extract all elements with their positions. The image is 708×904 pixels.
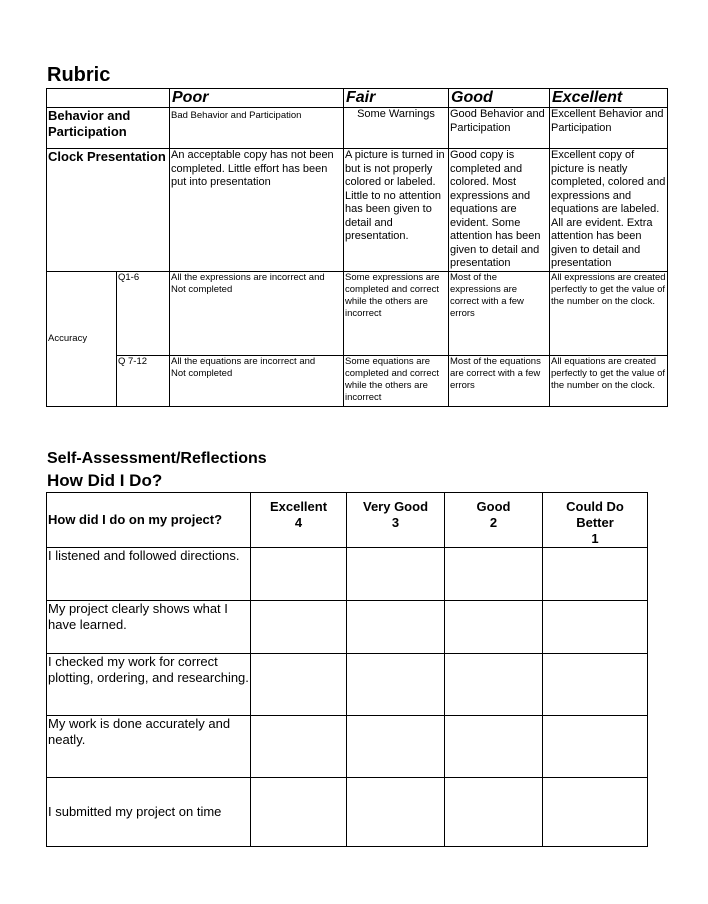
rating-cell[interactable] xyxy=(347,601,445,654)
statement-checked-work: I checked my work for correct plotting, ordering, and researching. xyxy=(47,654,251,716)
criterion-clock: Clock Presentation xyxy=(47,149,170,272)
level-fair: Fair xyxy=(344,89,449,108)
clock-poor: An acceptable copy has not been completed. Little effort has been put into presentation xyxy=(170,149,344,272)
accuracy-q2-poor-line2: Not completed xyxy=(171,367,233,379)
rating-cell[interactable] xyxy=(347,548,445,601)
accuracy-q2-excellent: All equations are created perfectly to get the value of the number on the clock. xyxy=(550,355,668,406)
rating-cell[interactable] xyxy=(445,548,543,601)
column-could-do-better xyxy=(543,493,648,548)
accuracy-q1-poor-line2: Not completed xyxy=(171,283,233,295)
accuracy-q1-poor xyxy=(170,271,344,355)
level-poor: Poor xyxy=(170,89,344,108)
clock-excellent: Excellent copy of picture is neatly completed, colored and expressions and equations are labeled. All are evident. Extra attention has been given to detail and presentation xyxy=(550,149,668,272)
rating-cell[interactable] xyxy=(543,601,648,654)
rating-cell[interactable] xyxy=(445,716,543,778)
assessment-row xyxy=(47,778,648,847)
column-very-good-label: Very Good xyxy=(362,499,429,514)
column-excellent-score: 4 xyxy=(294,515,303,530)
column-good-label: Good xyxy=(476,499,511,514)
level-good: Good xyxy=(449,89,550,108)
rating-cell[interactable] xyxy=(543,716,648,778)
statement-on-time: I submitted my project on time xyxy=(47,778,251,847)
accuracy-q2-poor xyxy=(170,355,344,406)
self-assessment-heading: Self-Assessment/Reflections xyxy=(47,450,267,467)
column-very-good-score: 3 xyxy=(391,515,400,530)
accuracy-q1-fair: Some expressions are completed and correct while the others are incorrect xyxy=(344,271,449,355)
statement-learned: My project clearly shows what I have learned. xyxy=(47,601,251,654)
statement-accurate-neat: My work is done accurately and neatly. xyxy=(47,716,251,778)
column-could-do-better-score: 1 xyxy=(591,531,599,546)
self-assessment-table xyxy=(46,492,648,847)
rating-cell[interactable] xyxy=(445,601,543,654)
clock-fair: A picture is turned in but is not properly colored or labeled. Little to no attention has been given to detail and presentation. xyxy=(344,149,449,272)
rating-cell[interactable] xyxy=(543,778,648,847)
accuracy-q1-good: Most of the expressions are correct with a few errors xyxy=(449,271,550,355)
criterion-behavior: Behavior and Participation xyxy=(47,108,170,149)
rubric-row-accuracy-q1 xyxy=(47,271,668,355)
rubric-row-behavior xyxy=(47,108,668,149)
behavior-poor: Bad Behavior and Participation xyxy=(170,108,344,149)
criterion-accuracy: Accuracy xyxy=(47,271,117,406)
rating-cell[interactable] xyxy=(347,778,445,847)
rating-cell[interactable] xyxy=(251,654,347,716)
rating-cell[interactable] xyxy=(543,654,648,716)
statement-listened: I listened and followed directions. xyxy=(47,548,251,601)
column-good-score: 2 xyxy=(489,515,498,530)
rubric-row-clock xyxy=(47,149,668,272)
rating-cell[interactable] xyxy=(251,778,347,847)
page-title: Rubric xyxy=(47,64,111,86)
column-could-do-better-label: Could Do Better xyxy=(566,499,624,530)
column-excellent xyxy=(251,493,347,548)
accuracy-q2-label: Q 7-12 xyxy=(117,355,170,406)
accuracy-q1-label: Q1-6 xyxy=(117,271,170,355)
assessment-row xyxy=(47,548,648,601)
column-good xyxy=(445,493,543,548)
level-excellent: Excellent xyxy=(550,89,668,108)
rating-cell[interactable] xyxy=(251,548,347,601)
rating-cell[interactable] xyxy=(251,716,347,778)
rating-cell[interactable] xyxy=(251,601,347,654)
accuracy-q1-excellent: All expressions are created perfectly to get the value of the number on the clock. xyxy=(550,271,668,355)
assessment-row xyxy=(47,601,648,654)
how-did-i-do-heading: How Did I Do? xyxy=(47,471,163,490)
rating-cell[interactable] xyxy=(347,654,445,716)
assessment-row xyxy=(47,716,648,778)
behavior-good: Good Behavior and Participation xyxy=(449,108,550,149)
rubric-header-row xyxy=(47,89,668,108)
question-header: How did I do on my project? xyxy=(47,493,251,548)
rating-cell[interactable] xyxy=(445,778,543,847)
rubric-row-accuracy-q2 xyxy=(47,355,668,406)
column-excellent-label: Excellent xyxy=(269,499,328,514)
rubric-header-blank xyxy=(47,89,170,108)
accuracy-q2-poor-line1: All the equations are incorrect and xyxy=(171,355,316,367)
behavior-excellent: Excellent Behavior and Participation xyxy=(550,108,668,149)
behavior-fair: Some Warnings xyxy=(344,108,449,149)
accuracy-q1-poor-line1: All the expressions are incorrect and xyxy=(171,271,325,283)
rating-cell[interactable] xyxy=(543,548,648,601)
rating-cell[interactable] xyxy=(445,654,543,716)
assessment-row xyxy=(47,654,648,716)
rubric-table xyxy=(46,88,668,407)
clock-good: Good copy is completed and colored. Most expressions and equations are evident. Some attention has been given to detail and presentation xyxy=(449,149,550,272)
accuracy-q2-good: Most of the equations are correct with a few errors xyxy=(449,355,550,406)
assessment-header-row xyxy=(47,493,648,548)
column-very-good xyxy=(347,493,445,548)
rating-cell[interactable] xyxy=(347,716,445,778)
accuracy-q2-fair: Some equations are completed and correct while the others are incorrect xyxy=(344,355,449,406)
